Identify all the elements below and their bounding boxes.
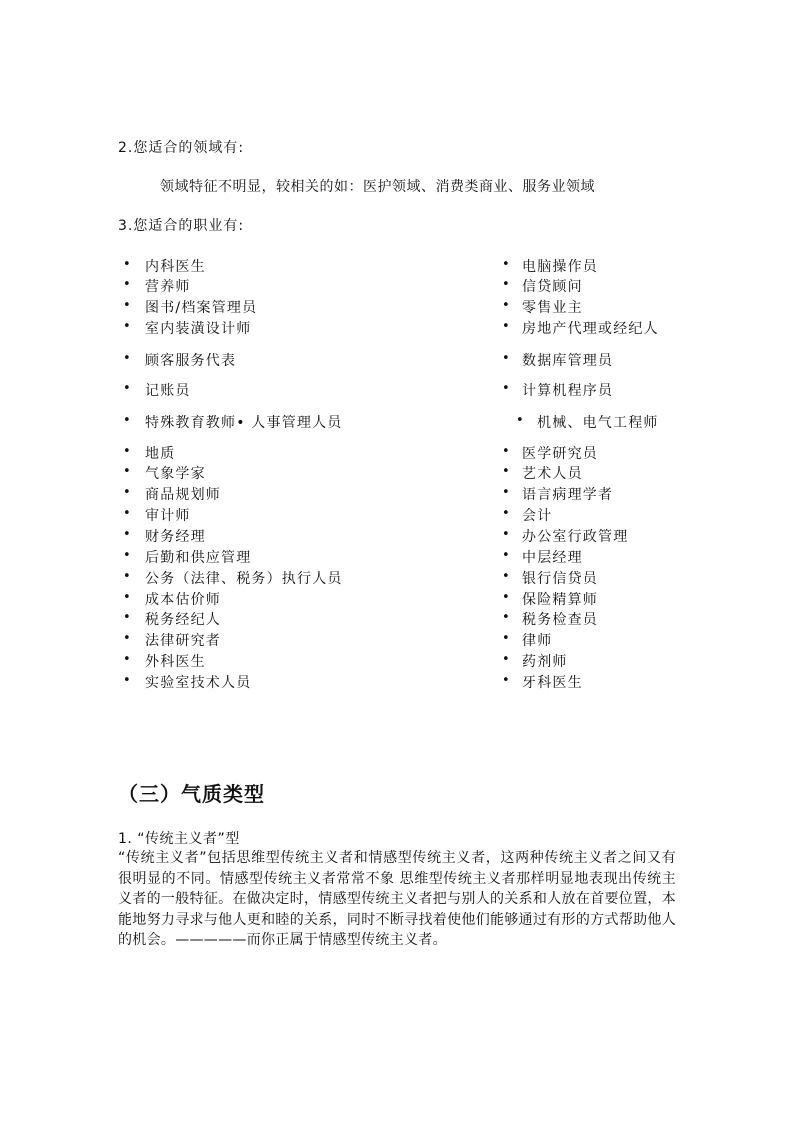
- bullet-icon: •: [123, 652, 131, 667]
- career-item: 审计师: [145, 508, 191, 524]
- career-item: 后勤和供应管理: [145, 550, 252, 566]
- career-item: 会计: [522, 508, 553, 524]
- career-item: 艺术人员: [522, 466, 583, 482]
- career-item: 律师: [522, 633, 553, 649]
- career-item: 地质: [145, 446, 176, 462]
- bullet-icon: •: [123, 464, 131, 479]
- career-item: 计算机程序员: [522, 383, 614, 399]
- career-heading: 3.您适合的职业有:: [118, 218, 245, 234]
- career-item: 记账员: [145, 383, 191, 399]
- bullet-icon: •: [502, 277, 510, 292]
- bullet-icon: •: [502, 444, 510, 459]
- type-heading: 1. “传统主义者”型: [118, 831, 240, 847]
- career-item: 外科医生: [145, 654, 206, 670]
- career-item: 实验室技术人员: [145, 675, 252, 691]
- career-item: 牙科医生: [522, 675, 583, 691]
- career-item: 语言病理学者: [522, 487, 614, 503]
- career-item: 药剂师: [522, 654, 568, 670]
- bullet-icon: •: [123, 590, 131, 605]
- bullet-icon: •: [516, 413, 524, 428]
- career-item: 银行信贷员: [522, 571, 598, 587]
- career-item: 室内装潢设计师: [145, 321, 252, 337]
- bullet-icon: •: [502, 381, 510, 396]
- bullet-icon: •: [502, 464, 510, 479]
- career-item: 气象学家: [145, 466, 206, 482]
- domain-heading: 2.您适合的领域有:: [118, 140, 245, 156]
- bullet-icon: •: [123, 506, 131, 521]
- bullet-icon: •: [502, 527, 510, 542]
- section-title: （三）气质类型: [118, 782, 265, 806]
- career-item: 信贷顾问: [522, 279, 583, 295]
- bullet-icon: •: [123, 319, 131, 334]
- bullet-icon: •: [502, 298, 510, 313]
- bullet-icon: •: [502, 257, 510, 272]
- career-item: 财务经理: [145, 529, 206, 545]
- bullet-icon: •: [502, 631, 510, 646]
- career-item: 中层经理: [522, 550, 583, 566]
- bullet-icon: •: [123, 485, 131, 500]
- career-item: 电脑操作员: [522, 259, 598, 275]
- career-item: 税务经纪人: [145, 612, 221, 628]
- career-item: 医学研究员: [522, 446, 598, 462]
- bullet-icon: •: [123, 277, 131, 292]
- bullet-icon: •: [123, 381, 131, 396]
- bullet-icon: •: [123, 298, 131, 313]
- bullet-icon: •: [502, 610, 510, 625]
- career-item: 图书/档案管理员: [145, 300, 258, 316]
- bullet-icon: •: [123, 351, 131, 366]
- domain-text: 领域特征不明显，较相关的如：医护领域、消费类商业、服务业领域: [160, 179, 595, 195]
- bullet-icon: •: [123, 548, 131, 563]
- career-item: 公务（法律、税务）执行人员: [145, 571, 343, 587]
- bullet-icon: •: [123, 527, 131, 542]
- bullet-icon: •: [123, 610, 131, 625]
- type-description: “传统主义者”包括思维型传统主义者和情感型传统主义者，这两种传统主义者之间又有很明显的不同。情感型传统主义者常常不象 思维型传统主义者那样明显地表现出传统主义者的一般特征。在做决定时，情感型传统主义者把与别人的关系和人放在首要位置，本 能地努力寻求与他人更和睦的关系，同时不断寻找着使他们能够通过有形的方式帮助他人的机会。—————而你正属于情感型传统主义者。: [118, 850, 676, 948]
- career-item: 房地产代理或经纪人: [522, 321, 659, 337]
- career-item: 保险精算师: [522, 592, 598, 608]
- career-item: 办公室行政管理: [522, 529, 629, 545]
- career-item: 内科医生: [145, 259, 206, 275]
- bullet-icon: •: [502, 673, 510, 688]
- bullet-icon: •: [123, 631, 131, 646]
- career-item: 税务检查员: [522, 612, 598, 628]
- bullet-icon: •: [502, 652, 510, 667]
- bullet-icon: •: [123, 673, 131, 688]
- career-item: 成本估价师: [145, 592, 221, 608]
- career-item: 零售业主: [522, 300, 583, 316]
- career-item: 法律研究者: [145, 633, 221, 649]
- career-item: 数据库管理员: [522, 353, 614, 369]
- career-item: 特殊教育教师• 人事管理人员: [145, 415, 343, 431]
- bullet-icon: •: [502, 590, 510, 605]
- bullet-icon: •: [502, 569, 510, 584]
- career-item: 机械、电气工程师: [537, 415, 659, 431]
- bullet-icon: •: [123, 413, 131, 428]
- career-item: 营养师: [145, 279, 191, 295]
- bullet-icon: •: [502, 485, 510, 500]
- bullet-icon: •: [502, 319, 510, 334]
- bullet-icon: •: [123, 569, 131, 584]
- bullet-icon: •: [502, 548, 510, 563]
- bullet-icon: •: [123, 257, 131, 272]
- career-item: 商品规划师: [145, 487, 221, 503]
- bullet-icon: •: [123, 444, 131, 459]
- bullet-icon: •: [502, 351, 510, 366]
- bullet-icon: •: [502, 506, 510, 521]
- career-item: 顾客服务代表: [145, 353, 237, 369]
